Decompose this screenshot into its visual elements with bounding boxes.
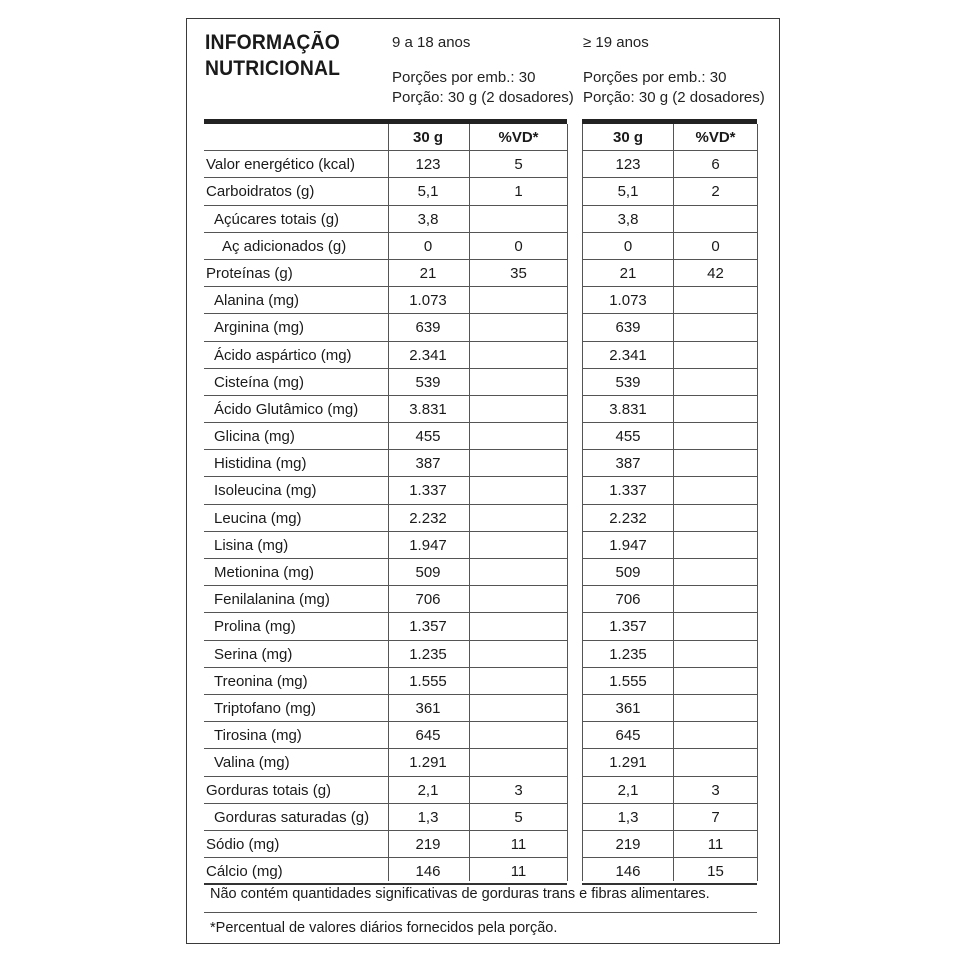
vd-19plus: [674, 532, 757, 559]
footnote-trans-fat: Não contém quantidades significativas de gorduras trans e fibras alimentares.: [210, 886, 710, 902]
nutrient-name: Metionina (mg): [214, 564, 315, 581]
vd-19plus: 42: [707, 264, 724, 282]
table-row: [0, 178, 960, 205]
table-row: [0, 206, 960, 233]
amount-9-18: 2.341: [409, 346, 447, 364]
column-divider: [567, 124, 568, 881]
column-divider: [673, 124, 674, 881]
vd-19plus: [674, 505, 757, 532]
nutrient-name: Aç adicionados (g): [222, 237, 347, 255]
amount-19plus: 0: [623, 237, 633, 255]
nutrient-name: Fenilalanina (mg): [214, 591, 330, 609]
amount-9-18: 219: [415, 835, 441, 853]
amount-19plus: 361: [615, 699, 641, 717]
amount-19plus: 2.232: [609, 509, 647, 527]
amount-19plus: 1.235: [609, 645, 647, 663]
group1-serving-info: [392, 68, 574, 108]
group2-porcoes: Porções por emb.: 30: [583, 69, 727, 86]
vd-19plus: [674, 206, 757, 233]
vd-9-18: 3: [514, 781, 523, 799]
header-amount-2: 30 g: [612, 129, 643, 146]
amount-19plus: 455: [615, 428, 641, 446]
table-row: [0, 831, 960, 858]
vd-9-18: [470, 369, 567, 396]
amount-19plus: 2,1: [617, 781, 639, 799]
amount-9-18: 1.073: [409, 292, 447, 310]
group1-age: 9 a 18 anos: [392, 34, 471, 51]
vd-19plus: [674, 641, 757, 668]
table-row: [0, 695, 960, 722]
table-row: [0, 450, 960, 477]
vd-9-18: [470, 396, 567, 423]
table-row: [0, 722, 960, 749]
column-divider: [469, 124, 470, 881]
footnote-divider: [204, 912, 757, 913]
nutrient-name: Alanina (mg): [214, 292, 300, 310]
table-row: [0, 342, 960, 369]
amount-9-18: 1.555: [409, 672, 447, 690]
amount-9-18: 1.291: [409, 754, 447, 772]
table-row: [0, 858, 960, 885]
vd-19plus: [674, 342, 757, 369]
amount-9-18: 2,1: [417, 781, 439, 799]
amount-9-18: 706: [415, 591, 441, 609]
vd-9-18: 0: [514, 237, 523, 255]
vd-9-18: 5: [514, 156, 523, 174]
amount-19plus: 387: [615, 455, 641, 473]
vd-19plus: [674, 423, 757, 450]
table-row: [0, 804, 960, 831]
amount-9-18: 387: [415, 455, 441, 473]
header-amount-1: 30 g: [412, 129, 443, 146]
amount-19plus: 1.337: [609, 482, 647, 500]
table-row: [0, 260, 960, 287]
table-row: [0, 586, 960, 613]
table-row: [0, 477, 960, 504]
amount-9-18: 0: [423, 237, 433, 255]
title-line-2: NUTRICIONAL: [205, 57, 341, 80]
amount-9-18: 645: [415, 727, 441, 745]
nutrient-name: Glicina (mg): [214, 428, 295, 446]
nutrient-name: Arginina (mg): [214, 319, 305, 337]
amount-9-18: 455: [415, 428, 441, 446]
vd-19plus: [674, 586, 757, 613]
amount-9-18: 3,8: [417, 210, 439, 228]
amount-9-18: 1.947: [409, 536, 447, 554]
vd-9-18: [470, 695, 567, 722]
nutrient-name: Valina (mg): [214, 754, 290, 772]
table-row: [0, 396, 960, 423]
table-row: [0, 532, 960, 559]
column-divider: [757, 124, 758, 881]
vd-9-18: [470, 559, 567, 586]
vd-9-18: [470, 749, 567, 776]
amount-9-18: 1.235: [409, 645, 447, 663]
vd-9-18: [470, 641, 567, 668]
header-vd-1: %VD*: [498, 129, 539, 146]
table-row: [0, 613, 960, 640]
amount-9-18: 539: [415, 373, 441, 391]
vd-9-18: 1: [514, 183, 523, 201]
nutrient-name: Serina (mg): [214, 645, 293, 663]
amount-19plus: 539: [615, 373, 641, 391]
amount-19plus: 3,8: [617, 210, 639, 228]
vd-19plus: [674, 450, 757, 477]
header-vd-2: %VD*: [695, 129, 736, 146]
nutrient-name: Proteínas (g): [206, 264, 293, 282]
vd-19plus: [674, 668, 757, 695]
vd-9-18: [470, 314, 567, 341]
nutrient-name: Isoleucina (mg): [214, 482, 317, 500]
nutrient-name: Valor energético (kcal): [206, 156, 355, 174]
vd-9-18: [470, 532, 567, 559]
amount-9-18: 21: [419, 264, 437, 282]
title-line-1: INFORMAÇÃO: [205, 31, 340, 54]
table-row: [0, 668, 960, 695]
vd-9-18: [470, 450, 567, 477]
amount-19plus: 706: [615, 591, 641, 609]
vd-19plus: [674, 559, 757, 586]
nutrient-name: Ácido aspártico (mg): [214, 346, 352, 364]
amount-19plus: 3.831: [609, 400, 647, 418]
amount-9-18: 1,3: [417, 808, 439, 826]
amount-19plus: 146: [615, 863, 641, 881]
nutrient-name: Prolina (mg): [214, 618, 296, 636]
vd-19plus: [674, 695, 757, 722]
vd-9-18: 35: [510, 264, 527, 282]
group2-serving-info: [583, 68, 765, 108]
amount-19plus: 1.555: [609, 672, 647, 690]
vd-9-18: 11: [510, 863, 527, 881]
vd-9-18: [470, 342, 567, 369]
amount-9-18: 5,1: [417, 183, 439, 201]
nutrient-name: Cisteína (mg): [214, 373, 305, 391]
amount-19plus: 639: [615, 319, 641, 337]
vd-19plus: [674, 314, 757, 341]
amount-19plus: 219: [615, 835, 641, 853]
nutrient-name: Leucina (mg): [214, 509, 302, 527]
vd-19plus: [674, 749, 757, 776]
nutrient-name: Tirosina (mg): [214, 727, 302, 745]
amount-9-18: 509: [415, 564, 441, 581]
vd-9-18: 5: [514, 808, 523, 826]
vd-19plus: [674, 613, 757, 640]
nutrient-name: Histidina (mg): [214, 455, 307, 473]
nutrient-name: Gorduras saturadas (g): [214, 808, 370, 826]
vd-19plus: [674, 722, 757, 749]
group2-porcao: Porção: 30 g (2 dosadores): [583, 89, 765, 106]
vd-19plus: [674, 369, 757, 396]
amount-19plus: 1.291: [609, 754, 647, 772]
table-row: [0, 749, 960, 776]
vd-19plus: 2: [711, 183, 720, 201]
amount-19plus: 509: [615, 564, 641, 581]
table-row: [0, 505, 960, 532]
nutrient-name: Ácido Glutâmico (mg): [214, 400, 359, 418]
nutrient-name: Treonina (mg): [214, 672, 308, 690]
amount-9-18: 361: [415, 699, 441, 717]
vd-9-18: [470, 668, 567, 695]
table-row: [0, 287, 960, 314]
footnote-vd: *Percentual de valores diários fornecidos pela porção.: [210, 920, 558, 936]
nutrient-name: Gorduras totais (g): [206, 781, 332, 799]
amount-19plus: 5,1: [617, 183, 639, 201]
vd-19plus: 0: [711, 237, 720, 255]
vd-19plus: [674, 477, 757, 504]
label-title: [205, 30, 340, 82]
nutrient-name: Lisina (mg): [214, 536, 289, 554]
table-row: [0, 559, 960, 586]
nutrition-table: [0, 124, 960, 885]
amount-9-18: 3.831: [409, 400, 447, 418]
amount-9-18: 639: [415, 319, 441, 337]
group1-porcao: Porção: 30 g (2 dosadores): [392, 89, 574, 106]
nutrient-name: Cálcio (mg): [206, 863, 283, 881]
column-divider: [582, 124, 583, 881]
table-row: [0, 369, 960, 396]
amount-19plus: 1.947: [609, 536, 647, 554]
nutrient-name: Triptofano (mg): [214, 699, 316, 717]
vd-19plus: [674, 287, 757, 314]
nutrient-name: Açúcares totais (g): [214, 210, 340, 228]
vd-19plus: 3: [711, 781, 720, 799]
table-row: [0, 233, 960, 260]
table-row: [0, 777, 960, 804]
table-header-row: [0, 124, 960, 151]
table-row: [0, 423, 960, 450]
amount-9-18: 123: [415, 156, 441, 174]
vd-9-18: [470, 206, 567, 233]
nutrient-name: Carboidratos (g): [206, 183, 315, 201]
amount-9-18: 1.357: [409, 618, 447, 636]
amount-19plus: 2.341: [609, 346, 647, 364]
vd-9-18: [470, 287, 567, 314]
amount-19plus: 123: [615, 156, 641, 174]
group1-porcoes: Porções por emb.: 30: [392, 69, 536, 86]
vd-19plus: [674, 396, 757, 423]
amount-19plus: 1.073: [609, 292, 647, 310]
amount-9-18: 2.232: [409, 509, 447, 527]
amount-19plus: 1.357: [609, 618, 647, 636]
amount-19plus: 21: [619, 264, 637, 282]
vd-19plus: 6: [711, 156, 720, 174]
amount-9-18: 1.337: [409, 482, 447, 500]
vd-19plus: 15: [707, 863, 724, 881]
column-divider: [388, 124, 389, 881]
vd-9-18: [470, 613, 567, 640]
table-row: [0, 151, 960, 178]
vd-9-18: [470, 722, 567, 749]
vd-9-18: 11: [510, 835, 527, 853]
table-row: [0, 641, 960, 668]
nutrient-name: Sódio (mg): [206, 835, 280, 853]
vd-19plus: 7: [711, 808, 720, 826]
amount-19plus: 1,3: [617, 808, 639, 826]
amount-9-18: 146: [415, 863, 441, 881]
group2-age: ≥ 19 anos: [583, 34, 649, 51]
vd-9-18: [470, 423, 567, 450]
vd-19plus: 11: [707, 835, 724, 853]
amount-19plus: 645: [615, 727, 641, 745]
table-row: [0, 314, 960, 341]
vd-9-18: [470, 505, 567, 532]
vd-9-18: [470, 477, 567, 504]
vd-9-18: [470, 586, 567, 613]
